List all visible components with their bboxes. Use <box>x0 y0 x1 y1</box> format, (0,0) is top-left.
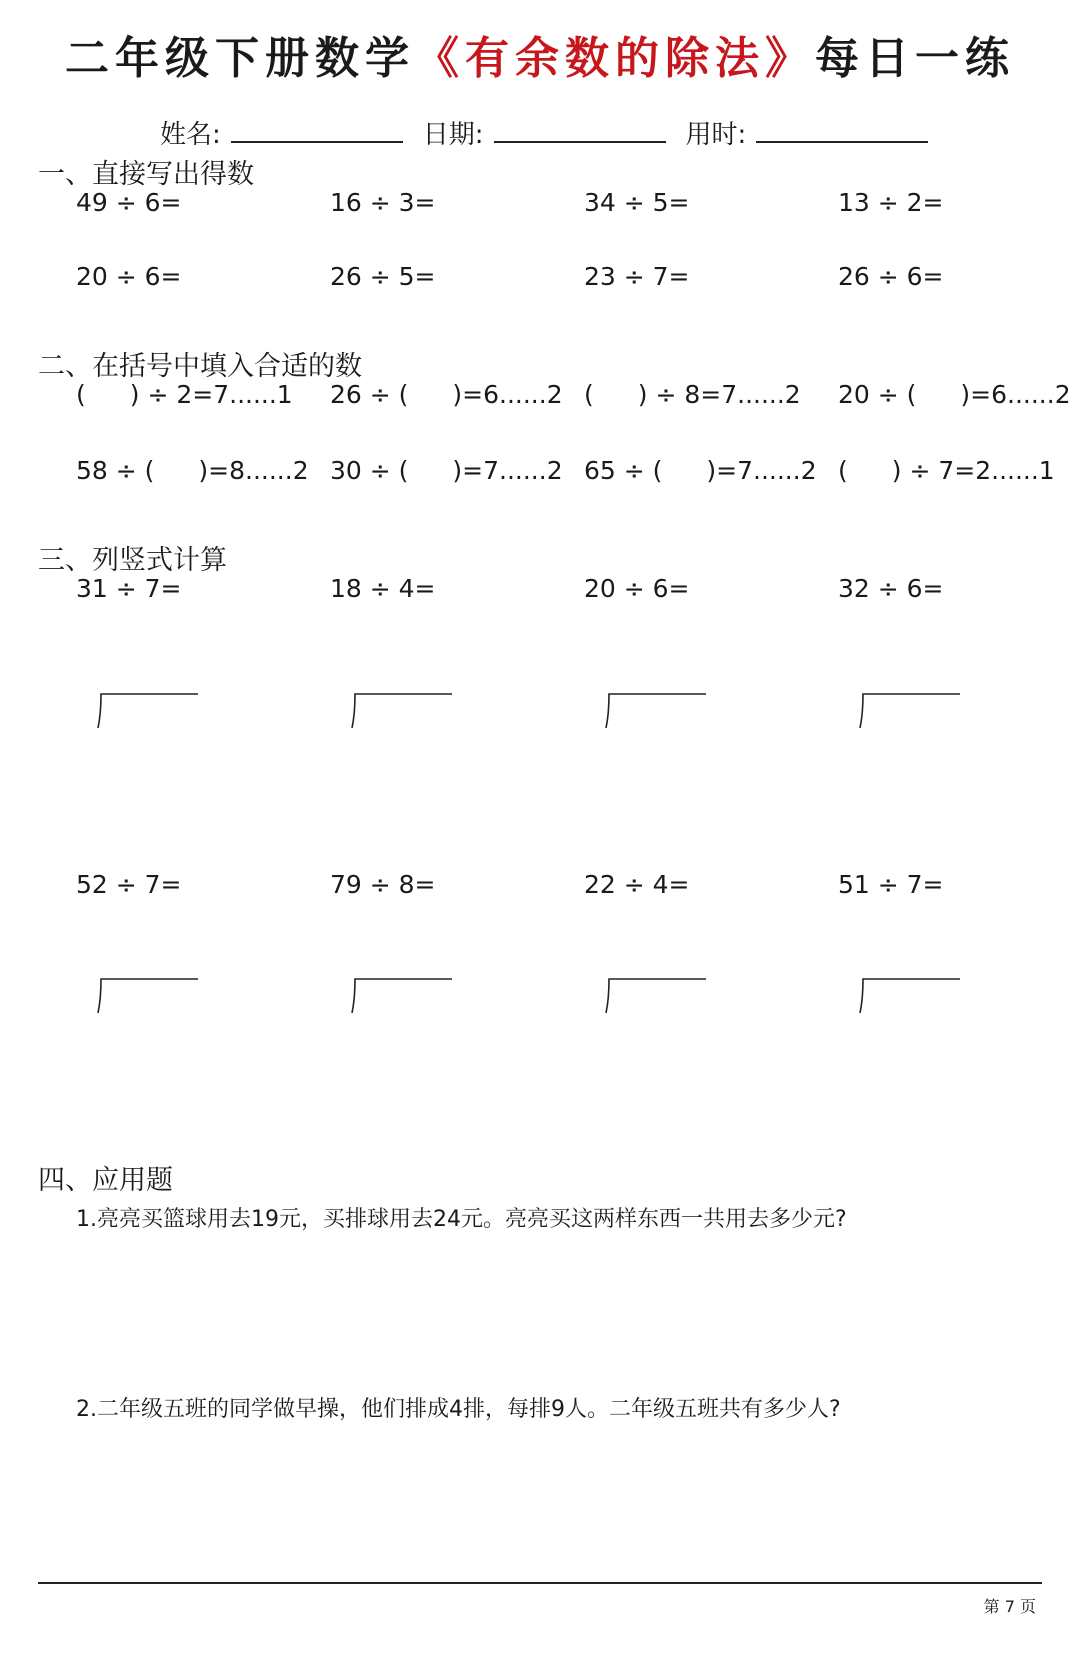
long-division-bracket <box>856 975 966 1015</box>
name-label: 姓名: <box>160 120 221 150</box>
s2-item: ( ) ÷ 2=7......1 <box>76 380 293 409</box>
s2-item: 58 ÷ ( )=8......2 <box>76 456 309 485</box>
s3-item: 18 ÷ 4= <box>330 574 436 603</box>
long-division-bracket <box>856 690 966 730</box>
s2-item: 26 ÷ ( )=6......2 <box>330 380 563 409</box>
s1-item: 16 ÷ 3= <box>330 188 436 217</box>
s1-item: 23 ÷ 7= <box>584 262 690 291</box>
section2-heading: 二、在括号中填入合适的数 <box>38 351 362 382</box>
title-suffix: 每日一练 <box>815 33 1015 84</box>
s3-item: 51 ÷ 7= <box>838 870 944 899</box>
long-division-bracket <box>94 690 204 730</box>
s1-item: 49 ÷ 6= <box>76 188 182 217</box>
s3-item: 20 ÷ 6= <box>584 574 690 603</box>
s2-item: ( ) ÷ 8=7......2 <box>584 380 801 409</box>
title-highlight: 《有余数的除法》 <box>415 33 815 84</box>
word-problem-2: 2.二年级五班的同学做早操，他们排成4排，每排9人。二年级五班共有多少人? <box>76 1397 841 1422</box>
time-blank[interactable] <box>756 119 928 143</box>
name-blank[interactable] <box>231 119 403 143</box>
date-label: 日期: <box>422 120 484 150</box>
s2-item: ( ) ÷ 7=2......1 <box>838 456 1055 485</box>
s3-item: 52 ÷ 7= <box>76 870 182 899</box>
student-info-row <box>160 114 938 151</box>
s1-item: 13 ÷ 2= <box>838 188 944 217</box>
section4-heading: 四、应用题 <box>38 1165 173 1196</box>
section3-heading: 三、列竖式计算 <box>38 545 227 576</box>
s2-item: 65 ÷ ( )=7......2 <box>584 456 817 485</box>
s3-item: 79 ÷ 8= <box>330 870 436 899</box>
word-problem-1: 1.亮亮买篮球用去19元，买排球用去24元。亮亮买这两样东西一共用去多少元? <box>76 1207 847 1232</box>
s1-item: 26 ÷ 5= <box>330 262 436 291</box>
s3-item: 32 ÷ 6= <box>838 574 944 603</box>
s1-item: 26 ÷ 6= <box>838 262 944 291</box>
s2-item: 20 ÷ ( )=6......2 <box>838 380 1071 409</box>
section1-heading: 一、直接写出得数 <box>38 159 254 190</box>
page-title <box>0 22 1080 86</box>
page-number: 第 7 页 <box>983 1597 1036 1616</box>
s1-item: 34 ÷ 5= <box>584 188 690 217</box>
long-division-bracket <box>348 690 458 730</box>
long-division-bracket <box>602 975 712 1015</box>
footer-divider <box>38 1582 1042 1584</box>
title-prefix: 二年级下册数学 <box>65 33 415 84</box>
long-division-bracket <box>348 975 458 1015</box>
long-division-bracket <box>602 690 712 730</box>
long-division-bracket <box>94 975 204 1015</box>
time-label: 用时: <box>685 120 747 150</box>
s3-item: 22 ÷ 4= <box>584 870 690 899</box>
s1-item: 20 ÷ 6= <box>76 262 182 291</box>
s3-item: 31 ÷ 7= <box>76 574 182 603</box>
s2-item: 30 ÷ ( )=7......2 <box>330 456 563 485</box>
date-blank[interactable] <box>494 119 666 143</box>
